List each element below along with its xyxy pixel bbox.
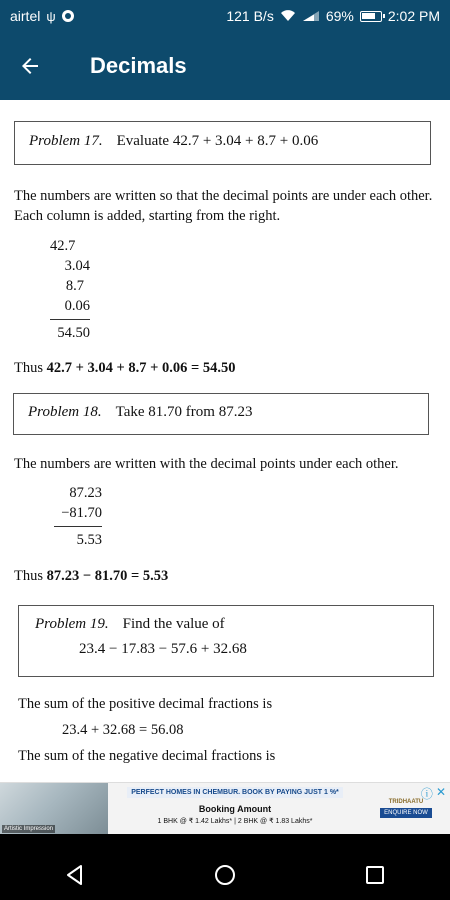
lesson-content[interactable]: [0, 100, 450, 782]
negative-sum-text: The sum of the negative decimal fractions is: [18, 748, 276, 764]
calc-line: 42.7: [50, 238, 76, 254]
ad-headline: PERFECT HOMES IN CHEMBUR. BOOK BY PAYING JUST 1 %*: [127, 787, 343, 798]
calc-result: 5.53: [76, 532, 102, 548]
explanation-text: The numbers are written so that the decimal points are under each other. Each column is added, starting from the right.: [14, 188, 433, 224]
nav-divider: [0, 834, 450, 850]
signal-icon: [302, 10, 320, 22]
problem-17-box: [14, 121, 431, 165]
back-button[interactable]: [0, 32, 60, 100]
conclusion-text: [14, 358, 236, 378]
calc-line: 87.23: [69, 485, 102, 501]
calc-line: −81.70: [61, 505, 102, 521]
problem-text: Take 81.70 from 87.23: [115, 404, 253, 420]
problem-19-box: [18, 605, 434, 677]
ad-image[interactable]: [0, 783, 108, 835]
conclusion-equation: 42.7 + 3.04 + 8.7 + 0.06 = 54.50: [46, 360, 236, 376]
notification-icon: [62, 10, 74, 22]
problem-text: Evaluate 42.7 + 3.04 + 8.7 + 0.06: [116, 133, 319, 149]
problem-label: Problem 19.: [35, 616, 109, 632]
page-title: Decimals: [90, 53, 187, 78]
problem-label: Problem 18.: [28, 404, 102, 420]
system-nav-bar: [0, 850, 450, 900]
calc-result: 54.50: [57, 325, 90, 341]
carrier-name: airtel: [10, 8, 41, 24]
wifi-icon: [280, 10, 296, 22]
conclusion-text: [14, 566, 168, 586]
problem-label: Problem 17.: [29, 133, 103, 149]
close-icon[interactable]: ✕: [435, 785, 446, 799]
ad-details: 1 BHK @ ₹ 1.42 Lakhs* | 2 BHK @ ₹ 1.83 Lakhs*: [157, 818, 313, 825]
positive-sum-text: The sum of the positive decimal fractions is: [18, 696, 273, 712]
conclusion-prefix: Thus: [14, 360, 43, 376]
difference-rule: [54, 526, 102, 527]
addition-calculation: [50, 236, 90, 343]
conclusion-equation: 87.23 − 81.70 = 5.53: [46, 568, 169, 584]
problem-18-box: [13, 393, 429, 435]
ad-image-tag: Artistic Impression: [4, 826, 54, 832]
nav-home-button[interactable]: [205, 855, 245, 895]
calc-line: 3.04: [64, 258, 90, 274]
battery-icon: [360, 11, 382, 22]
clock: 2:02 PM: [387, 8, 440, 24]
nav-recents-button[interactable]: [355, 855, 395, 895]
triangle-back-icon: [64, 864, 86, 886]
network-speed: 121 B/s: [226, 8, 274, 24]
ad-banner[interactable]: [0, 782, 450, 834]
subtraction-calculation: [54, 483, 102, 550]
ad-text-block[interactable]: [108, 783, 362, 834]
ad-brand-logo: TRIDHAATU: [388, 799, 424, 805]
positive-sum-calc: 23.4 + 32.68 = 56.08: [62, 722, 184, 738]
battery-percent: 69%: [325, 8, 354, 24]
app-bar: [0, 32, 450, 100]
problem-expression: 23.4 − 17.83 − 57.6 + 32.68: [79, 641, 247, 657]
status-bar: [0, 0, 450, 32]
square-recents-icon: [364, 864, 386, 886]
circle-home-icon: [214, 864, 236, 886]
sum-rule: [50, 319, 90, 320]
calc-line: 0.06: [64, 298, 90, 314]
arrow-left-icon: [18, 54, 42, 78]
ad-amount-label: Booking Amount: [198, 804, 272, 814]
problem-text: Find the value of: [122, 616, 225, 632]
usb-icon: ψ: [46, 8, 56, 24]
ad-enquire-button[interactable]: ENQUIRE NOW: [380, 808, 432, 818]
conclusion-prefix: Thus: [14, 568, 43, 584]
info-icon[interactable]: ⓘ: [420, 787, 433, 801]
nav-back-button[interactable]: [55, 855, 95, 895]
calc-line: 8.7: [65, 278, 84, 294]
explanation-text: The numbers are written with the decimal points under each other.: [14, 456, 399, 472]
